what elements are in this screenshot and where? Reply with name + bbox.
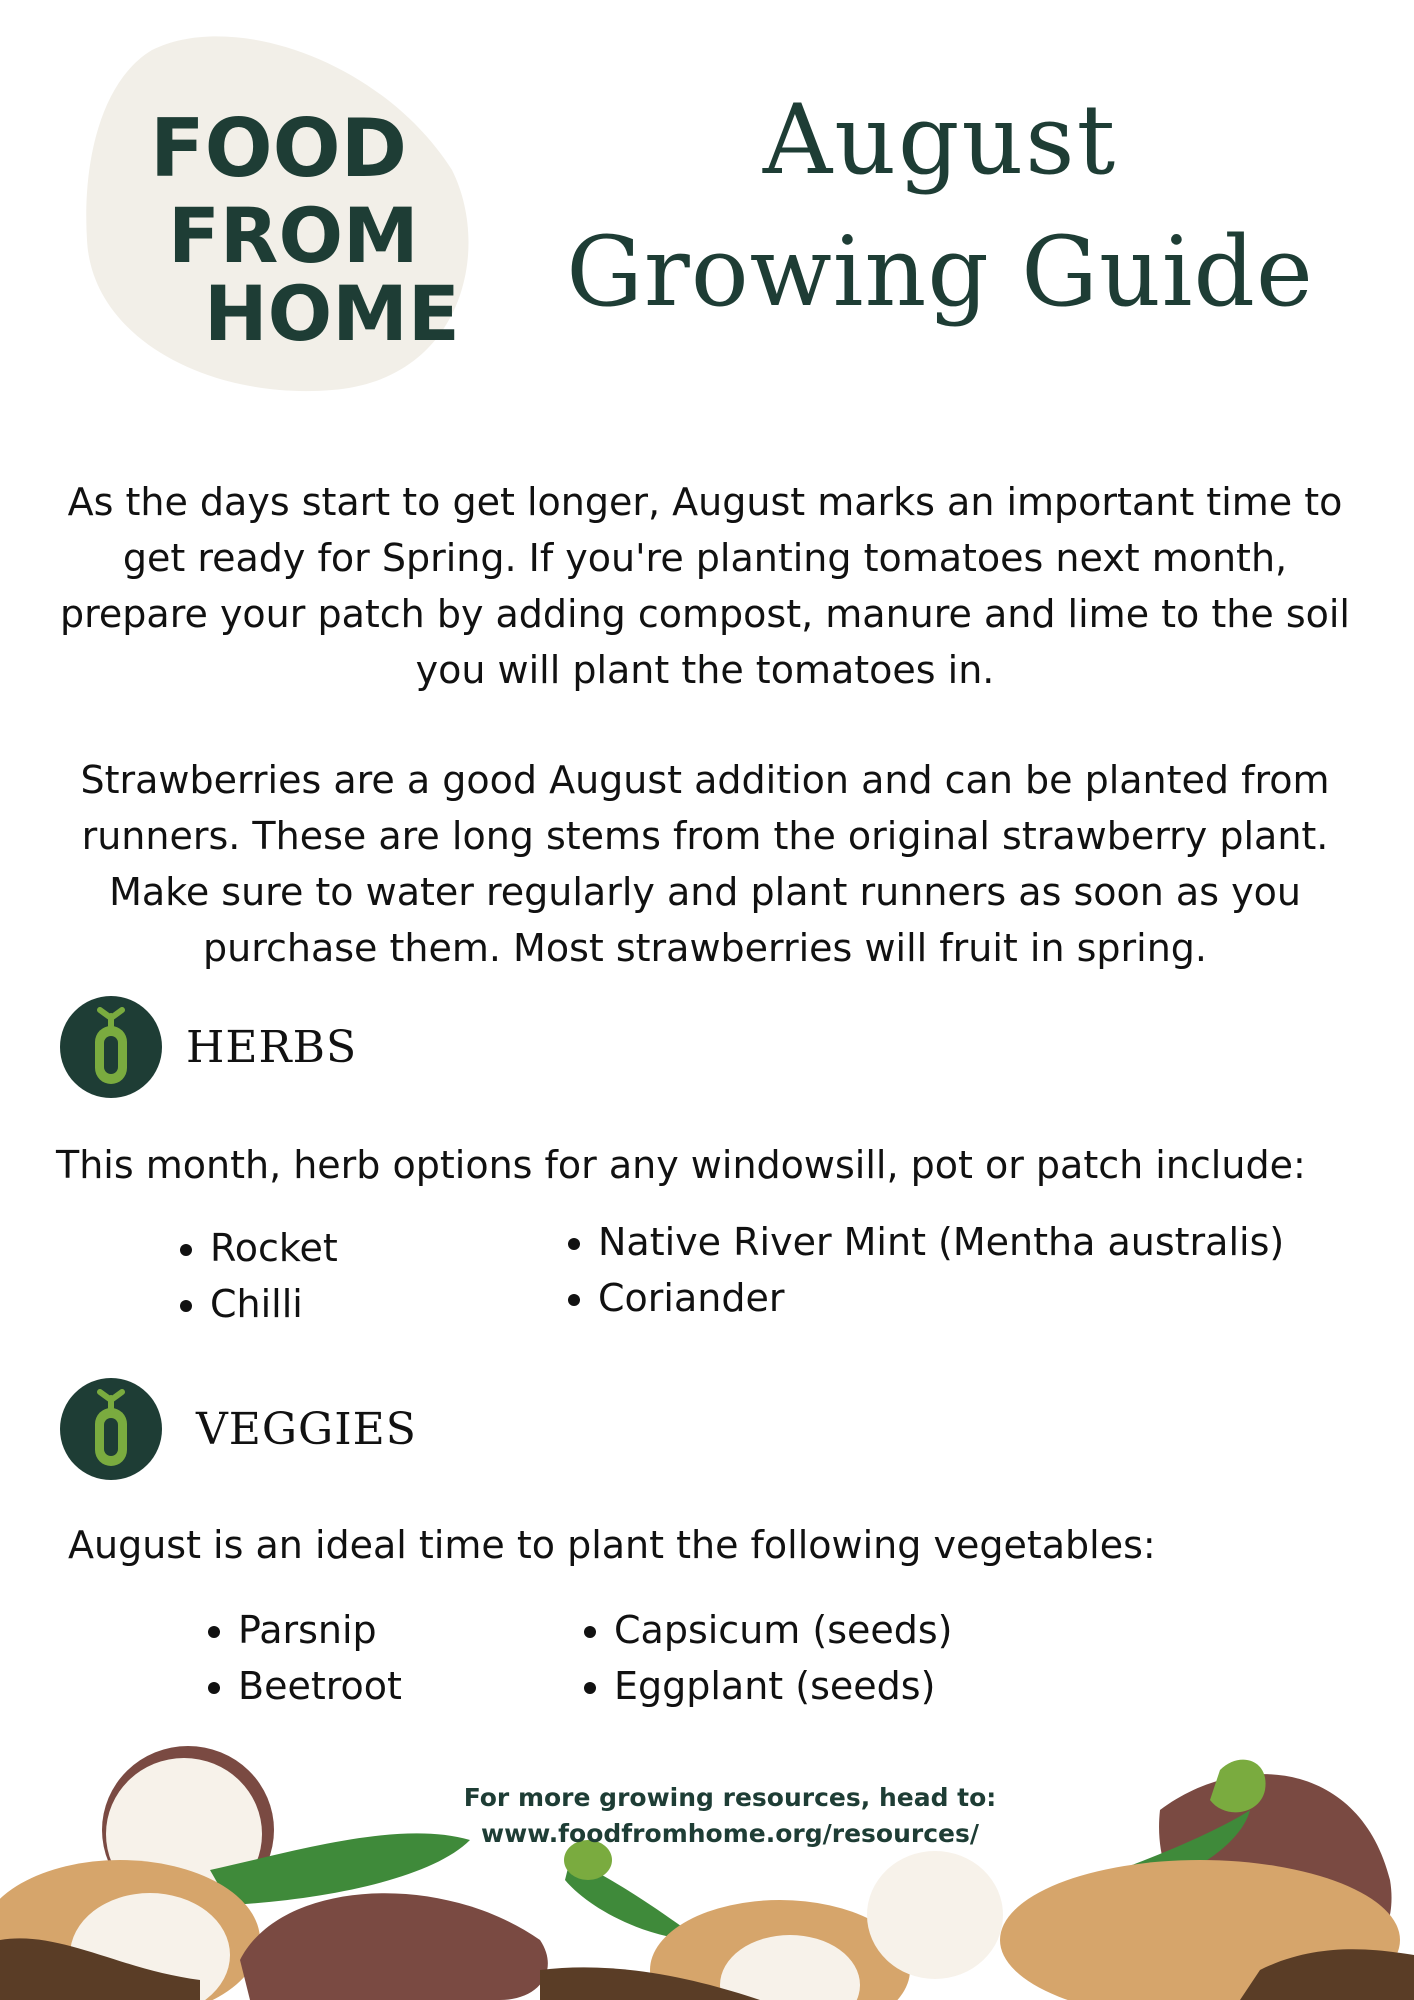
list-item: • Coriander bbox=[598, 1270, 1284, 1326]
title-line-2: Growing Guide bbox=[566, 216, 1314, 328]
intro-text bbox=[60, 474, 1350, 1030]
logo-line-2: FROM bbox=[168, 191, 419, 280]
logo bbox=[82, 20, 488, 396]
list-item: • Chilli bbox=[210, 1276, 338, 1332]
beet-center-icon bbox=[240, 1893, 548, 2000]
page-title bbox=[540, 78, 1340, 342]
radish-slice-icon bbox=[867, 1851, 1003, 1979]
intro-paragraph-1: As the days start to get longer, August marks an important time to get ready for Spring. If you're planting tomatoes next month, prepare your patch by adding compost, manure and lime to the soil you will plant the tomatoes in. bbox=[60, 480, 1350, 692]
list-item: • Eggplant (seeds) bbox=[614, 1658, 953, 1714]
herbs-heading: HERBS bbox=[186, 1022, 358, 1073]
list-item: • Rocket bbox=[210, 1220, 338, 1276]
list-item: • Native River Mint (Mentha australis) bbox=[598, 1214, 1284, 1270]
herbs-list-right bbox=[556, 1214, 1284, 1326]
herbs-list-left bbox=[168, 1220, 338, 1332]
footer-resources bbox=[430, 1780, 1030, 1852]
logo-line-3: HOME bbox=[204, 269, 460, 358]
footer-url-link[interactable]: www.foodfromhome.org/resources/ bbox=[481, 1819, 979, 1848]
list-item: • Beetroot bbox=[238, 1658, 402, 1714]
veggies-lead: August is an ideal time to plant the following vegetables: bbox=[68, 1523, 1156, 1567]
footer-line-1: For more growing resources, head to: bbox=[463, 1783, 997, 1812]
logo-line-1: FOOD bbox=[150, 102, 408, 195]
vegetable-illustration bbox=[0, 1740, 1414, 2000]
list-item: • Capsicum (seeds) bbox=[614, 1602, 953, 1658]
veggies-badge-icon bbox=[60, 1378, 162, 1480]
title-line-1: August bbox=[762, 84, 1118, 196]
list-item: • Parsnip bbox=[238, 1602, 402, 1658]
logo-graphic bbox=[82, 20, 488, 396]
herbs-badge-icon bbox=[60, 996, 162, 1098]
intro-paragraph-2: Strawberries are a good August addition and can be planted from runners. These are long stems from the original strawberry plant. Make sure to water regularly and plant runners as soon as you purchase them. Most strawberries will fruit in spring. bbox=[80, 758, 1330, 970]
veggies-heading: VEGGIES bbox=[196, 1404, 417, 1455]
veggies-list-left bbox=[196, 1602, 402, 1714]
veggies-list-right bbox=[572, 1602, 953, 1714]
herbs-lead: This month, herb options for any windowsill, pot or patch include: bbox=[56, 1143, 1306, 1187]
